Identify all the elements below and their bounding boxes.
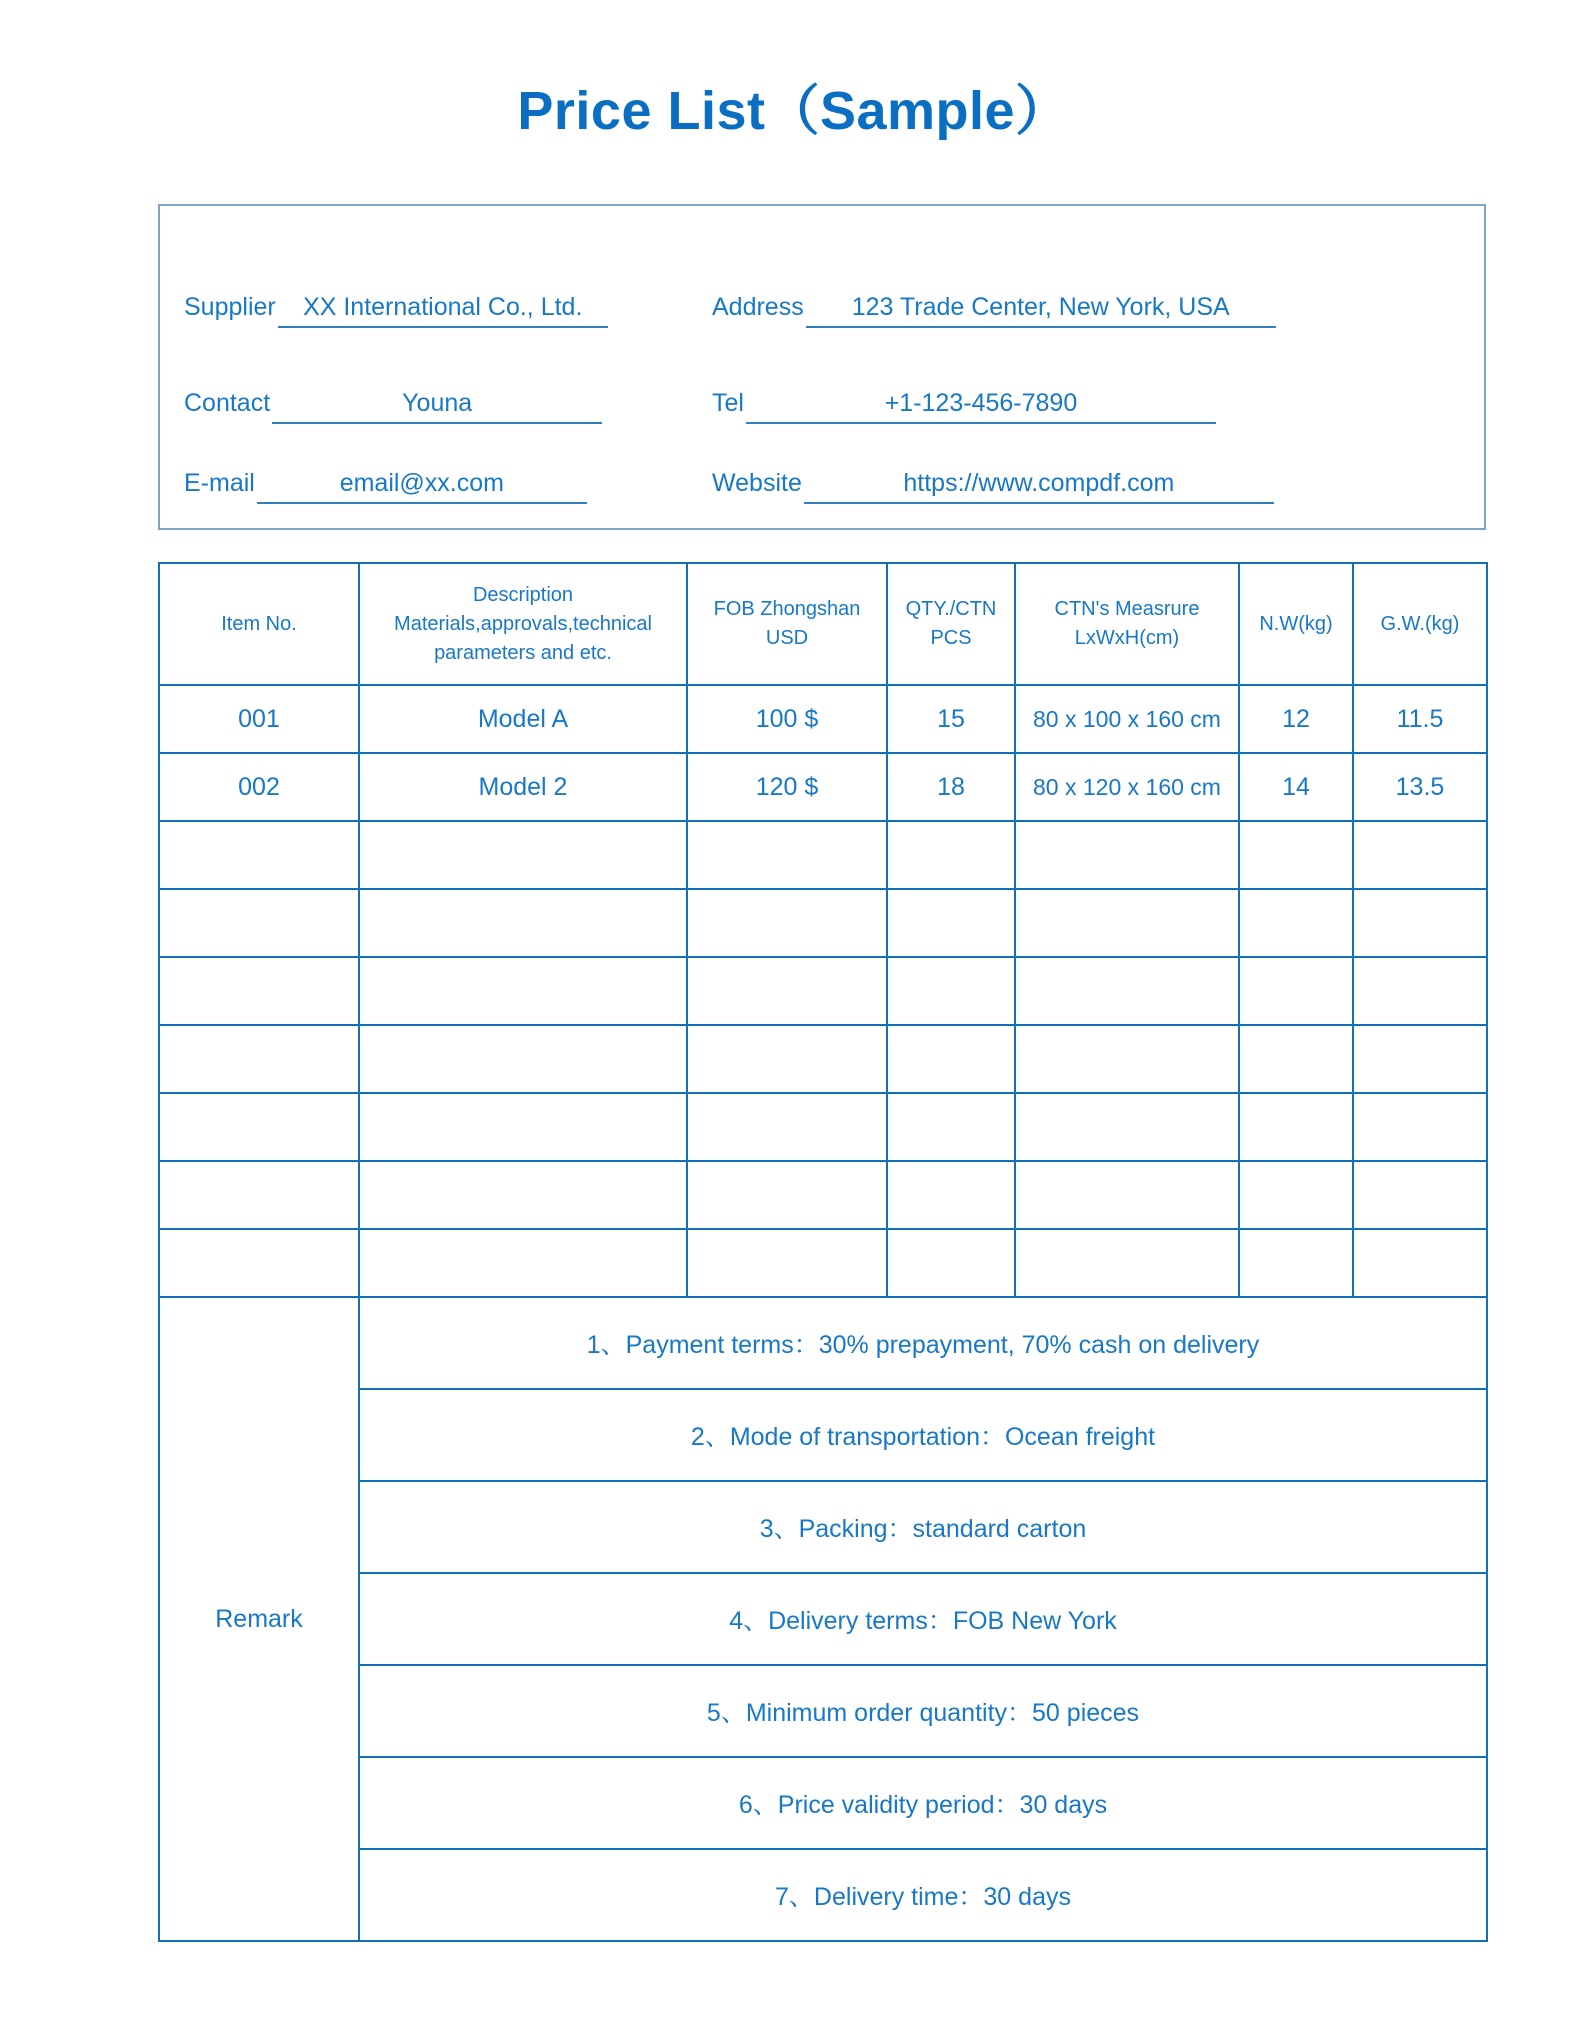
info-row-email-website: [160, 424, 1484, 504]
field-email-value[interactable]: email@xx.com: [257, 468, 587, 504]
col-header-qty-line1: QTY./CTN: [905, 598, 997, 621]
cell-description[interactable]: Model 2: [359, 753, 687, 821]
price-table-head: [159, 563, 1487, 685]
remark-row: [159, 1389, 1487, 1481]
table-row-empty[interactable]: [159, 1161, 1487, 1229]
col-header-net-weight-text: N.W(kg): [1259, 612, 1333, 635]
col-header-net-weight: [1239, 563, 1353, 685]
field-tel-label: Tel: [712, 389, 744, 418]
cell-qty[interactable]: 18: [887, 753, 1015, 821]
cell-fob-empty[interactable]: [687, 1093, 887, 1161]
cell-qty-empty[interactable]: [887, 889, 1015, 957]
cell-gross-weight[interactable]: 11.5: [1353, 685, 1487, 753]
cell-net-weight-empty[interactable]: [1239, 1161, 1353, 1229]
field-website-value[interactable]: https://www.compdf.com: [804, 468, 1274, 504]
cell-fob-empty[interactable]: [687, 1229, 887, 1297]
field-address-label: Address: [712, 293, 804, 322]
field-contact-value[interactable]: Youna: [272, 388, 602, 424]
field-contact-label: Contact: [184, 389, 271, 418]
remark-row: [159, 1573, 1487, 1665]
info-row-contact-tel: [160, 328, 1484, 424]
cell-net-weight-empty[interactable]: [1239, 821, 1353, 889]
col-header-item-no-text: Item No.: [221, 612, 297, 635]
cell-fob-empty[interactable]: [687, 821, 887, 889]
col-header-description-line3: parameters and etc.: [434, 641, 612, 664]
cell-measure[interactable]: 80 x 120 x 160 cm: [1015, 753, 1239, 821]
cell-item-no[interactable]: 001: [159, 685, 359, 753]
remark-row: [159, 1665, 1487, 1757]
cell-description-empty[interactable]: [359, 821, 687, 889]
field-website-label: Website: [712, 469, 802, 498]
cell-net-weight-empty[interactable]: [1239, 1025, 1353, 1093]
table-row-empty[interactable]: [159, 957, 1487, 1025]
table-row-empty[interactable]: [159, 1093, 1487, 1161]
cell-gross-weight-empty[interactable]: [1353, 1229, 1487, 1297]
remark-row: [159, 1297, 1487, 1389]
cell-fob[interactable]: 120 $: [687, 753, 887, 821]
table-row-empty[interactable]: [159, 1025, 1487, 1093]
cell-measure[interactable]: 80 x 100 x 160 cm: [1015, 685, 1239, 753]
cell-item-no-empty[interactable]: [159, 1161, 359, 1229]
remark-row: [159, 1481, 1487, 1573]
cell-measure-empty[interactable]: [1015, 957, 1239, 1025]
cell-description[interactable]: Model A: [359, 685, 687, 753]
cell-measure-empty[interactable]: [1015, 1093, 1239, 1161]
cell-qty-empty[interactable]: [887, 957, 1015, 1025]
field-contact: [184, 388, 712, 424]
remark-item[interactable]: 2、Mode of transportation：Ocean freight: [359, 1389, 1487, 1481]
table-row-empty[interactable]: [159, 889, 1487, 957]
cell-item-no-empty[interactable]: [159, 1093, 359, 1161]
cell-qty-empty[interactable]: [887, 1093, 1015, 1161]
field-tel: [712, 388, 1352, 424]
cell-qty[interactable]: 15: [887, 685, 1015, 753]
cell-item-no[interactable]: 002: [159, 753, 359, 821]
col-header-description-line1: Description: [472, 583, 574, 606]
col-header-ctn-measure: [1015, 563, 1239, 685]
col-header-fob-line2: USD: [765, 627, 809, 650]
cell-fob-empty[interactable]: [687, 1025, 887, 1093]
col-header-gross-weight-text: G.W.(kg): [1380, 612, 1460, 635]
field-email-label: E-mail: [184, 469, 255, 498]
cell-fob-empty[interactable]: [687, 1161, 887, 1229]
field-supplier-label: Supplier: [184, 293, 276, 322]
cell-description-empty[interactable]: [359, 1229, 687, 1297]
field-tel-value[interactable]: +1-123-456-7890: [746, 388, 1216, 424]
col-header-fob-line1: FOB Zhongshan: [713, 598, 861, 621]
cell-item-no-empty[interactable]: [159, 1025, 359, 1093]
cell-item-no-empty[interactable]: [159, 821, 359, 889]
supplier-info-box: [158, 204, 1486, 530]
cell-net-weight[interactable]: 12: [1239, 685, 1353, 753]
cell-net-weight-empty[interactable]: [1239, 889, 1353, 957]
cell-measure-empty[interactable]: [1015, 821, 1239, 889]
cell-gross-weight-empty[interactable]: [1353, 957, 1487, 1025]
field-supplier-value[interactable]: XX International Co., Ltd.: [278, 292, 608, 328]
cell-net-weight-empty[interactable]: [1239, 957, 1353, 1025]
col-header-ctn-line2: LxWxH(cm): [1074, 627, 1180, 650]
price-table: [158, 562, 1488, 1942]
remark-item[interactable]: 3、Packing：standard carton: [359, 1481, 1487, 1573]
cell-description-empty[interactable]: [359, 957, 687, 1025]
col-header-description: [359, 563, 687, 685]
col-header-gross-weight: [1353, 563, 1487, 685]
cell-gross-weight-empty[interactable]: [1353, 1161, 1487, 1229]
table-header-row: [159, 563, 1487, 685]
cell-fob[interactable]: 100 $: [687, 685, 887, 753]
cell-gross-weight-empty[interactable]: [1353, 1093, 1487, 1161]
remark-label: Remark: [159, 1297, 359, 1941]
col-header-fob: [687, 563, 887, 685]
cell-qty-empty[interactable]: [887, 1161, 1015, 1229]
col-header-qty: [887, 563, 1015, 685]
table-row[interactable]: [159, 753, 1487, 821]
cell-item-no-empty[interactable]: [159, 1229, 359, 1297]
cell-item-no-empty[interactable]: [159, 889, 359, 957]
cell-gross-weight[interactable]: 13.5: [1353, 753, 1487, 821]
field-email: [184, 468, 712, 504]
cell-measure-empty[interactable]: [1015, 1161, 1239, 1229]
cell-net-weight-empty[interactable]: [1239, 1229, 1353, 1297]
cell-description-empty[interactable]: [359, 889, 687, 957]
cell-fob-empty[interactable]: [687, 957, 887, 1025]
field-address-value[interactable]: 123 Trade Center, New York, USA: [806, 292, 1276, 328]
cell-net-weight[interactable]: 14: [1239, 753, 1353, 821]
table-row-empty[interactable]: [159, 1229, 1487, 1297]
remark-item[interactable]: 1、Payment terms：30% prepayment, 70% cash on delivery: [359, 1297, 1487, 1389]
remark-row: [159, 1849, 1487, 1941]
page-title: Price List（Sample）: [517, 81, 1070, 141]
info-row-supplier-address: [160, 232, 1484, 328]
cell-gross-weight-empty[interactable]: [1353, 821, 1487, 889]
remark-item[interactable]: 6、Price validity period：30 days: [359, 1757, 1487, 1849]
field-website: [712, 468, 1352, 504]
col-header-ctn-line1: CTN's Measrure: [1054, 598, 1200, 621]
cell-gross-weight-empty[interactable]: [1353, 889, 1487, 957]
remark-row: [159, 1757, 1487, 1849]
remark-item[interactable]: 5、Minimum order quantity：50 pieces: [359, 1665, 1487, 1757]
cell-fob-empty[interactable]: [687, 889, 887, 957]
cell-description-empty[interactable]: [359, 1161, 687, 1229]
cell-qty-empty[interactable]: [887, 1025, 1015, 1093]
cell-description-empty[interactable]: [359, 1025, 687, 1093]
col-header-item-no: [159, 563, 359, 685]
cell-qty-empty[interactable]: [887, 821, 1015, 889]
cell-qty-empty[interactable]: [887, 1229, 1015, 1297]
cell-measure-empty[interactable]: [1015, 889, 1239, 957]
col-header-qty-line2: PCS: [930, 627, 972, 650]
price-table-body: [159, 685, 1487, 1941]
remark-item[interactable]: 4、Delivery terms：FOB New York: [359, 1573, 1487, 1665]
cell-description-empty[interactable]: [359, 1093, 687, 1161]
cell-net-weight-empty[interactable]: [1239, 1093, 1353, 1161]
table-row[interactable]: [159, 685, 1487, 753]
field-supplier: [184, 292, 712, 328]
cell-measure-empty[interactable]: [1015, 1025, 1239, 1093]
cell-measure-empty[interactable]: [1015, 1229, 1239, 1297]
table-row-empty[interactable]: [159, 821, 1487, 889]
remark-item[interactable]: 7、Delivery time：30 days: [359, 1849, 1487, 1941]
cell-item-no-empty[interactable]: [159, 957, 359, 1025]
cell-gross-weight-empty[interactable]: [1353, 1025, 1487, 1093]
col-header-description-line2: Materials,approvals,technical: [394, 612, 652, 635]
field-address: [712, 292, 1352, 328]
